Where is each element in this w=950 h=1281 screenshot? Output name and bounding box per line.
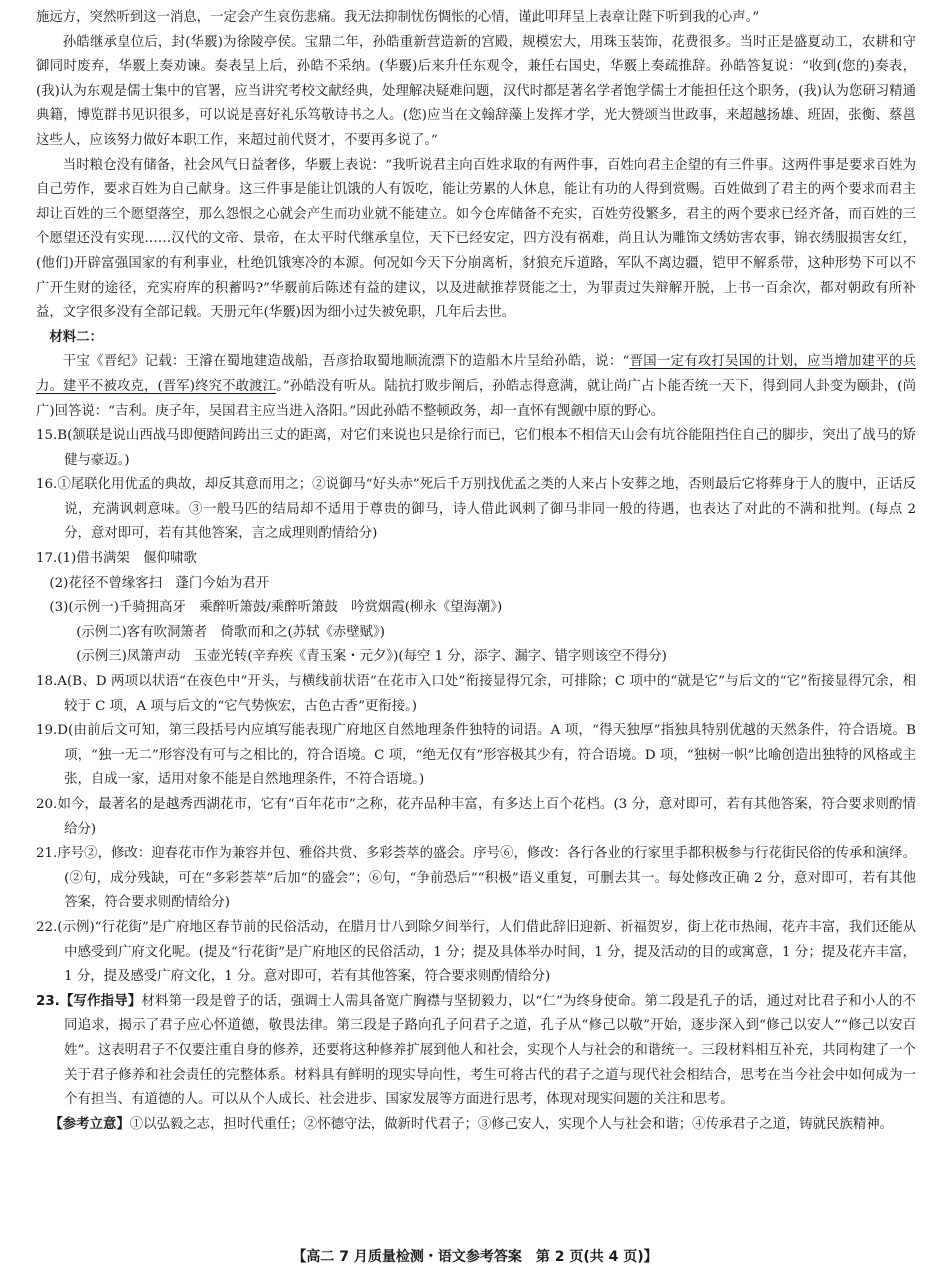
answer-22: 22.(示例)“行花街”是广府地区春节前的民俗活动，在腊月廿八到除夕间举行，人们借此辞旧迎新、祈福贺岁，街上花市热闹，花卉丰富，我们还能从中感受到广府文化呢。(提及“行花街”是广府地区的民俗活动，1 分；提及具体举办时间，1 分，提及活动的目的或寓意，1 分；提及花卉丰富，1 分，提及感受广府文化，1 分。意对即可，若有其他答案，符合要求则酌情给分) — [36, 919, 916, 985]
material1-paragraph-2: 当时粮仓没有储备，社会风气日益奢侈，华覈上表说：“我听说君主向百姓求取的有两件事，百姓向君主企望的有三件事。这两件事是要求百姓为自己劳作，要求百姓为自己献身。这三件事是能让饥饿的人有饭吃，能让劳累的人休息，能让有功的人得到赏赐。百姓做到了君主的两个要求而君主却让百姓的三个愿望落空，那么怨恨之心就会产生而功业就不能建立。如今仓库储备不充实，百姓劳役繁多，君主的两个要求已经齐备，而百姓的三个愿望还没有实现……汉代的文帝、景帝，在太平时代继承皇位，天下已经安定，四方没有祸难，尚且认为雕饰文绣妨害农事，锦衣绣服损害女红，(他们)开辟富强国家的有利事业，杜绝饥饿寒冷的本源。何况如今天下分崩离析，豺狼充斥道路，军队不离边疆，铠甲不解系带，这种形势下可以不广开生财的途径，充实府库的积蓄吗?”华覈前后陈述有益的建议，以及进献推荐贤能之士，为罪责过失辩解开脱，上书一百余次，都对朝政有所补益，文字很多没有全部记载。天册元年(华覈)因为细小过失被免职，几年后去世。 — [36, 157, 916, 321]
material2-text-b: 。”孙皓没有听从。陆抗打败步阐后，孙皓志得意满，就让尚广占卜能否统一天下，得到同人卦变为颐卦，(尚广)回答说：“吉利。庚子年，吴国君主应当进入洛阳。”因此孙皓不整顿政务，却一直怀有觊觎中原的野心。 — [36, 378, 916, 419]
answer-15: 15.B(颔联是说山西战马即便踏间跨出三丈的距离，对它们来说也只是徐行而已，它们根本不相信天山会有坑谷能阻挡住自己的脚步，突出了战马的矫健与豪迈。) — [36, 428, 916, 468]
answer-23-reference — [36, 1113, 916, 1138]
answer-18: 18.A(B、D 两项以状语“在夜色中”开头，与横线前状语“在花市入口处”衔接显得冗余，可排除；C 项中的“就是它”与后文的“它”衔接显得冗余，相较于 C 项，A 项与后文的“它气势恢宏，古色古香”更衔接。) — [36, 674, 916, 714]
answer-23-reference-text: ①以弘毅之志，担时代重任；②怀德守法，做新时代君子；③修己安人，实现个人与社会和谐；④传承君子之道，铸就民族精神。 — [129, 1116, 893, 1132]
page-footer: 【高二 7 月质量检测・语文参考答案 第 2 页(共 4 页)】 — [292, 1249, 658, 1265]
answer-17-3-example-3: (示例三)凤箫声动 玉壶光转(辛弃疾《青玉案・元夕》)(每空 1 分，添字、漏字、错字则该空不得分) — [76, 649, 667, 665]
answer-key-page — [36, 6, 916, 1137]
answer-17-2: (2)花径不曾缘客扫 蓬门今始为君开 — [49, 575, 270, 591]
answer-17-3-example-2: (示例二)客有吹洞箫者 倚歌而和之(苏轼《赤壁赋》) — [76, 624, 385, 640]
answer-21: 21.序号②，修改：迎春花市作为兼容并包、雅俗共赏、多彩荟萃的盛会。序号⑥，修改：各行各业的行家里手都积极参与行花街民俗的传承和演绎。(②句，成分残缺，可在“多彩荟萃”后加“的盛会”；⑥句，“争前恐后”“积极”语义重复，可删去其一。每处修改正确 2 分，意对即可，若有其他答案，符合要求则酌情给分) — [36, 846, 916, 911]
answer-23 — [36, 990, 916, 1113]
answer-20: 20.如今，最著名的是越秀西湖花市，它有“百年花市”之称，花卉品种丰富，有多达上百个花档。(3 分，意对即可，若有其他答案，符合要求则酌情给分) — [36, 797, 916, 837]
material2-heading: 材料二： — [49, 329, 103, 345]
answer-23-reference-label: 【参考立意】 — [49, 1116, 130, 1132]
answer-17-1: 17.(1)借书满架 偃仰啸歌 — [36, 551, 197, 567]
answer-17-3: (3)(示例一)千骑拥高牙 乘醉听箫鼓/乘醉听箫鼓 吟赏烟霞(柳永《望海潮》) — [49, 600, 503, 616]
answer-23-text: 材料第一段是曾子的话，强调士人需具备宽广胸襟与坚韧毅力，以“仁”为终身使命。第二段是孔子的话，通过对比君子和小人的不同追求，揭示了君子应心怀道德，敬畏法律。第三段是子路向孔子问君子之道，孔子从“修己以敬”开始，逐步深入到“修己以安人”“修己以安百姓”。这表明君子不仅要注重自身的修养，还要将这种修养扩展到他人和社会，实现个人与社会的和谐统一。三段材料相互补充，共同构建了一个关于君子修养和社会责任的完整体系。材料具有鲜明的现实导向性，考生可将古代的君子之道与现代社会相结合，思考在当今社会中如何成为一个有担当、有道德的人。可以从个人成长、社会进步、国家发展等方面进行思考，体现对现实问题的关注和思考。 — [64, 993, 916, 1108]
answer-23-label: 23.【写作指导】 — [36, 993, 142, 1009]
material2-text-a: 干宝《晋纪》记载：王濬在蜀地建造战船，吾彦拾取蜀地顺流漂下的造船木片呈给孙皓，说：“ — [62, 354, 630, 370]
answer-19: 19.D(由前后文可知，第三段括号内应填写能表现广府地区自然地理条件独特的词语。A 项，“得天独厚”指独具特别优越的天然条件，符合语境。B 项，“独一无二”形容没有可与之相比的，符合语境。C 项，“绝无仅有”形容极其少有，符合语境。D 项，“独树一帜”比喻创造出独特的风格或主张，自成一家，适用对象不能是自然地理条件，不符合语境。) — [36, 723, 916, 788]
material1-paragraph-1: 孙皓继承皇位后，封(华覈)为徐陵亭侯。宝鼎二年，孙皓重新营造新的宫殿，规模宏大，用珠玉装饰，花费很多。当时正是盛夏动工，农耕和守御同时废弃，华覈上奏劝谏。奏表呈上后，孙皓不采纳。(华覈)后来升任东观令，兼任右国史，华覈上奏疏推辞。孙皓答复说：“收到(您的)奏表，(我)认为东观是儒士集中的官署，应当讲究考校文献经典，处理解决疑难问题，汉代时都是著名学者饱学儒士才能担任这个职务，(我)认为您研习精通典籍，博览群书见识很多，可以说是喜好礼乐笃敬诗书之人。(您)应当在文翰辞藻上发挥才学，光大赞颂当世政事，来超越扬雄、班固，张衡、蔡邕这些人，应该努力做好本职工作，来超过前代贤才，不要再多说了。” — [36, 34, 916, 148]
material1-paragraph-0: 施远方，突然听到这一消息，一定会产生哀伤悲痛。我无法抑制忧伤惆怅的心情，谨此叩拜呈上表章让陛下听到我的心声。” — [36, 10, 760, 25]
material2-underlined-text: 晋国一定有攻打吴国的计划，应当增加建平的兵力。建平不被攻克，(晋军)终究不敢渡江 — [36, 354, 917, 394]
material2-paragraph — [36, 350, 916, 424]
answer-16: 16.①尾联化用优孟的典故，却反其意而用之；②说御马“好头赤”死后千万别找优孟之类的人来占卜安葬之地，否则最后它将葬身于人的腹中，正话反说，充满讽刺意味。③一般马匹的结局却不适用于尊贵的御马，诗人借此讽刺了御马非同一般的待遇，也表达了对此的不满和批判。(每点 2 分，意对即可，若有其他答案，言之成理则酌情给分) — [36, 477, 916, 542]
